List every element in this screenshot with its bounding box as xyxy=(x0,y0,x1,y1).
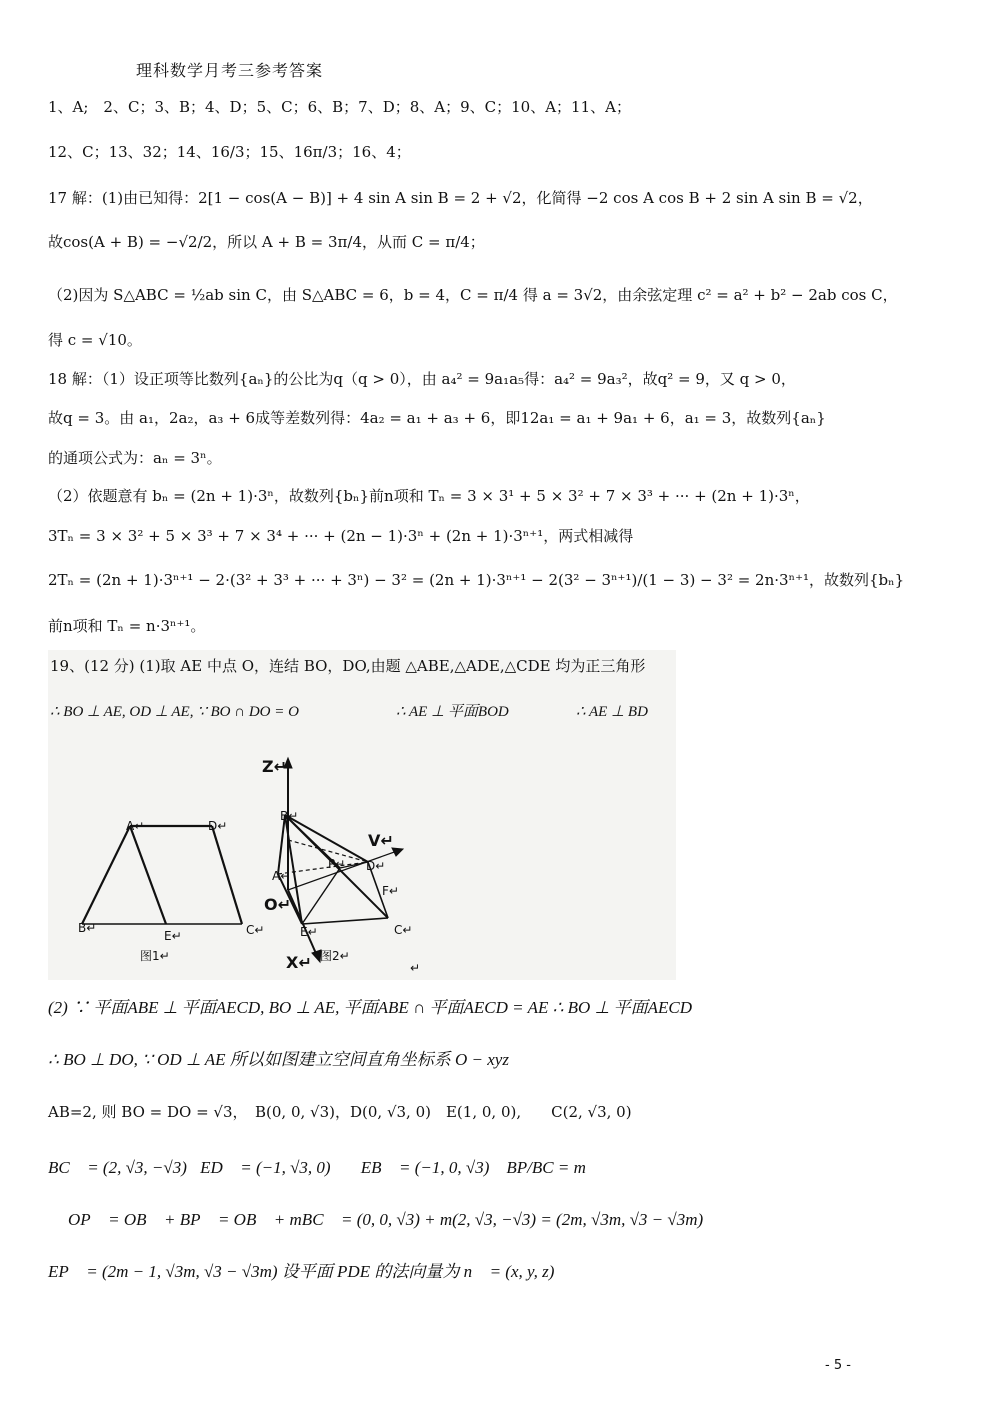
q19-line-7: OP⃗ = OB⃗ + BP⃗ = OB⃗ + mBC⃗ = (0, 0, √3) + m(2, √3, −√3) = (2m, √3m, √3 − √3m) xyxy=(68,1210,704,1229)
label-Z: Z↵ xyxy=(262,757,288,776)
q19-line-2c: ∴ AE ⊥ BD xyxy=(576,704,648,720)
edge-EC xyxy=(302,918,388,924)
q19-line-8: EP⃗ = (2m − 1, √3m, √3 − √3m) 设平面 PDE 的法向量为 n⃗ = (x, y, z)， xyxy=(48,1262,568,1281)
q18-line-5: 3Tₙ = 3 × 3² + 5 × 3³ + 7 × 3⁴ + ··· + (2n − 1)·3ⁿ + (2n + 1)·3ⁿ⁺¹，两式相减得 xyxy=(48,527,634,545)
edge-DC xyxy=(212,826,242,924)
label-V: V↵ xyxy=(368,831,394,850)
end-mark: ↵ xyxy=(410,961,421,975)
q17-line-1: 17 解：(1)由已知得：2[1 − cos(A − B)] + 4 sin A sin B = 2 + √2，化简得 −2 cos A cos B + 2 sin A sin B = √2， xyxy=(48,189,873,207)
q18-line-2: 故q = 3。由 a₁，2a₂，a₃ + 6成等差数列得：4a₂ = a₁ + a₃ + 6，即12a₁ = a₁ + 9a₁ + 6，a₁ = 3，故数列{aₙ} xyxy=(48,409,826,427)
edge-AD-dashed xyxy=(278,862,368,874)
q19-figure-panel xyxy=(48,650,676,980)
q18-line-4: （2）依题意有 bₙ = (2n + 1)·3ⁿ，故数列{bₙ}前n项和 Tₙ = 3 × 3¹ + 5 × 3² + 7 × 3³ + ··· + (2n + 1)·3ⁿ， xyxy=(48,487,810,505)
q19-line-6: BC⃗ = (2, √3, −√3)，ED⃗ = (−1, √3, 0) ，EB⃗ = (−1, 0, √3) BP/BC = m， xyxy=(48,1158,600,1177)
label-F: F↵ xyxy=(382,884,399,898)
q17-line-3: （2)因为 S△ABC = ½ab sin C，由 S△ABC = 6，b = 4，C = π/4 得 a = 3√2，由余弦定理 c² = a² + b² − 2ab cos C， xyxy=(48,286,898,304)
edge-BA xyxy=(278,815,285,874)
q18-line-7: 前n项和 Tₙ = n·3ⁿ⁺¹。 xyxy=(48,617,206,635)
label-C: C↵ xyxy=(246,923,265,937)
q17-line-4: 得 c = √10。 xyxy=(48,331,142,349)
label-A-3d: A↵ xyxy=(272,869,291,883)
geometry-diagram xyxy=(48,650,676,980)
caption-figure-2: 图2↵ xyxy=(320,949,350,963)
label-A: A↵ xyxy=(126,819,145,833)
label-D: D↵ xyxy=(208,819,228,833)
figure-1 xyxy=(82,826,242,924)
q17-line-2: 故cos(A + B) = −√2/2，所以 A + B = 3π/4，从而 C = π/4； xyxy=(48,233,485,251)
q19-line-1: 19、(12 分) (1)取 AE 中点 O，连结 BO，DO,由题 △ABE,△ADE,△CDE 均为正三角形 xyxy=(50,657,646,675)
q18-line-1: 18 解：（1）设正项等比数列{aₙ}的公比为q（q > 0），由 a₄² = 9a₁a₅得：a₄² = 9a₃²，故q² = 9，又 q > 0， xyxy=(48,370,796,388)
q19-line-2b: ∴ AE ⊥ 平面BOD xyxy=(396,704,509,720)
q19-line-5: AB=2, 则 BO = DO = √3， B(0, 0, √3)，D(0, √3, 0) E(1, 0, 0), C(2, √3, 0) xyxy=(48,1103,632,1121)
page-title: 理科数学月考三参考答案 xyxy=(136,61,324,80)
edge-AB xyxy=(82,826,130,924)
label-B: B↵ xyxy=(78,921,97,935)
label-E: E↵ xyxy=(164,929,182,943)
edge-EP xyxy=(302,868,340,924)
label-P: P↵ xyxy=(328,857,346,871)
label-C-3d: C↵ xyxy=(394,923,413,937)
label-D-3d: D↵ xyxy=(366,859,386,873)
label-B-3d: B↵ xyxy=(280,809,299,823)
answers-line-1: 1、A; 2、C；3、B；4、D；5、C；6、B；7、D；8、A；9、C；10、A；11、A； xyxy=(48,98,631,116)
label-E-3d: E↵ xyxy=(300,925,318,939)
q18-line-3: 的通项公式为：aₙ = 3ⁿ。 xyxy=(48,449,222,467)
q19-line-2a: ∴ BO ⊥ AE, OD ⊥ AE, ∵ BO ∩ DO = O xyxy=(50,704,299,720)
q19-line-3: (2) ∵ 平面ABE ⊥ 平面AECD, BO ⊥ AE, 平面ABE ∩ 平面AECD = AE ∴ BO ⊥ 平面AECD xyxy=(48,998,693,1017)
label-O: O↵ xyxy=(264,895,292,914)
answers-line-2: 12、C；13、32；14、16/3；15、16π/3；16、4； xyxy=(48,143,411,161)
q18-line-6: 2Tₙ = (2n + 1)·3ⁿ⁺¹ − 2·(3² + 3³ + ··· + 3ⁿ) − 3² = (2n + 1)·3ⁿ⁺¹ − 2(3² − 3ⁿ⁺¹)/(1 − 3) − 3² = 2n·3ⁿ⁺¹，故数列{bₙ} xyxy=(48,571,905,589)
label-X: X↵ xyxy=(286,953,312,972)
edge-AE xyxy=(130,826,166,924)
q19-line-4: ∴ BO ⊥ DO, ∵ OD ⊥ AE 所以如图建立空间直角坐标系 O − xyz xyxy=(48,1050,509,1069)
caption-figure-1: 图1↵ xyxy=(140,949,170,963)
page-number: - 5 - xyxy=(825,1358,851,1373)
